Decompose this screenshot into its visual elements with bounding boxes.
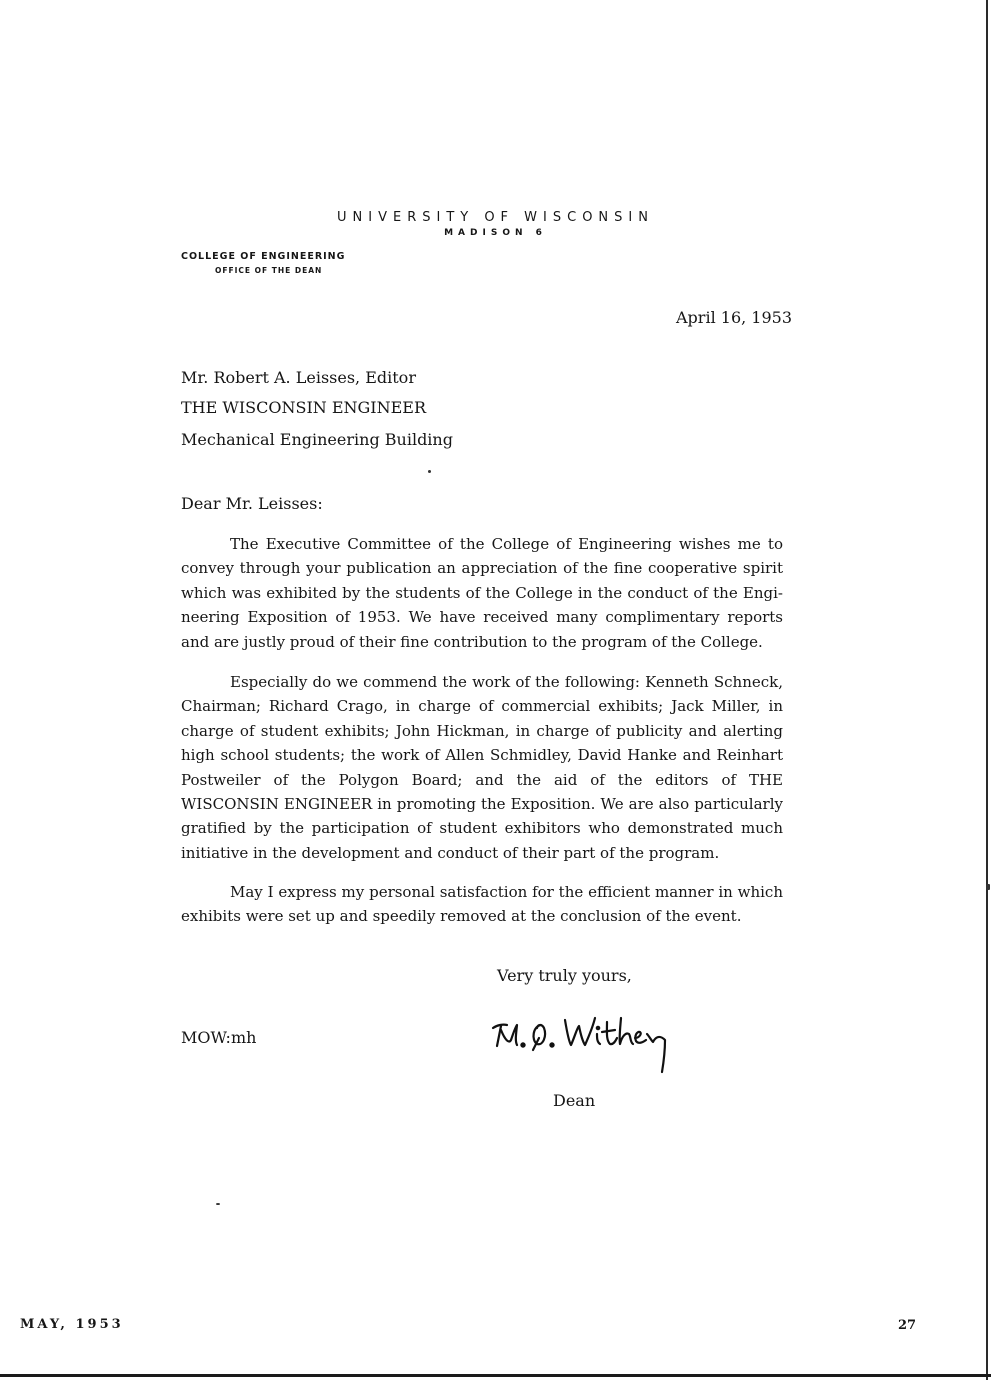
page-number: 27 xyxy=(898,1318,917,1333)
reference-initials: MOW:mh xyxy=(181,1028,257,1047)
letterhead-city: MADISON 6 xyxy=(444,228,547,238)
page-edge-right xyxy=(986,0,988,1380)
paragraph-1: The Executive Committee of the College of Engineering wishes me to convey through your publication an appreciation of the fine cooperative spirit which was exhibited by the students of the College in the conduct of the Engineering Exposition of 1953. We have received many complimentary reports and are justly proud of their fine contribution to the program of the College. xyxy=(181,535,783,651)
recipient-building: Mechanical Engineering Building xyxy=(181,430,453,449)
signature xyxy=(489,1014,689,1076)
salutation: Dear Mr. Leisses: xyxy=(181,494,323,513)
footer-issue: MAY, 1953 xyxy=(20,1317,124,1332)
letterhead-university: UNIVERSITY OF WISCONSIN xyxy=(337,210,654,225)
print-speck xyxy=(986,884,990,890)
paragraph-3: May I express my personal satisfaction for the efficient manner in which exhibits were set up and speedily removed at the conclusion of the event. xyxy=(181,883,783,926)
paragraph-2: Especially do we commend the work of the following: Kenneth Schneck, Chairman; Richard Crago, in charge of commercial exhibits; Jack Miller, in charge of student exhibits; John Hickman, in charge of publicity and alerting high school students; the work of Allen Schmidley, David Hanke and Reinhart Postweiler of the Polygon Board; and the aid of the editors of THE WISCONSIN ENGINEER in promoting the Exposition. We are also particularly gratified by the participation of student exhibitors who demonstrated much initiative in the development and conduct of their part of the program. xyxy=(181,673,783,862)
recipient-publication: THE WISCONSIN ENGINEER xyxy=(181,398,427,417)
letter-date: April 16, 1953 xyxy=(676,308,793,327)
letterhead-college: COLLEGE OF ENGINEERING xyxy=(181,251,346,262)
recipient-name: Mr. Robert A. Leisses, Editor xyxy=(181,368,416,387)
letterhead-office: OFFICE OF THE DEAN xyxy=(215,266,323,275)
page-edge-bottom xyxy=(0,1374,991,1377)
signer-title: Dean xyxy=(553,1091,596,1110)
closing: Very truly yours, xyxy=(497,966,632,985)
print-speck xyxy=(428,470,431,473)
print-speck xyxy=(216,1203,220,1205)
